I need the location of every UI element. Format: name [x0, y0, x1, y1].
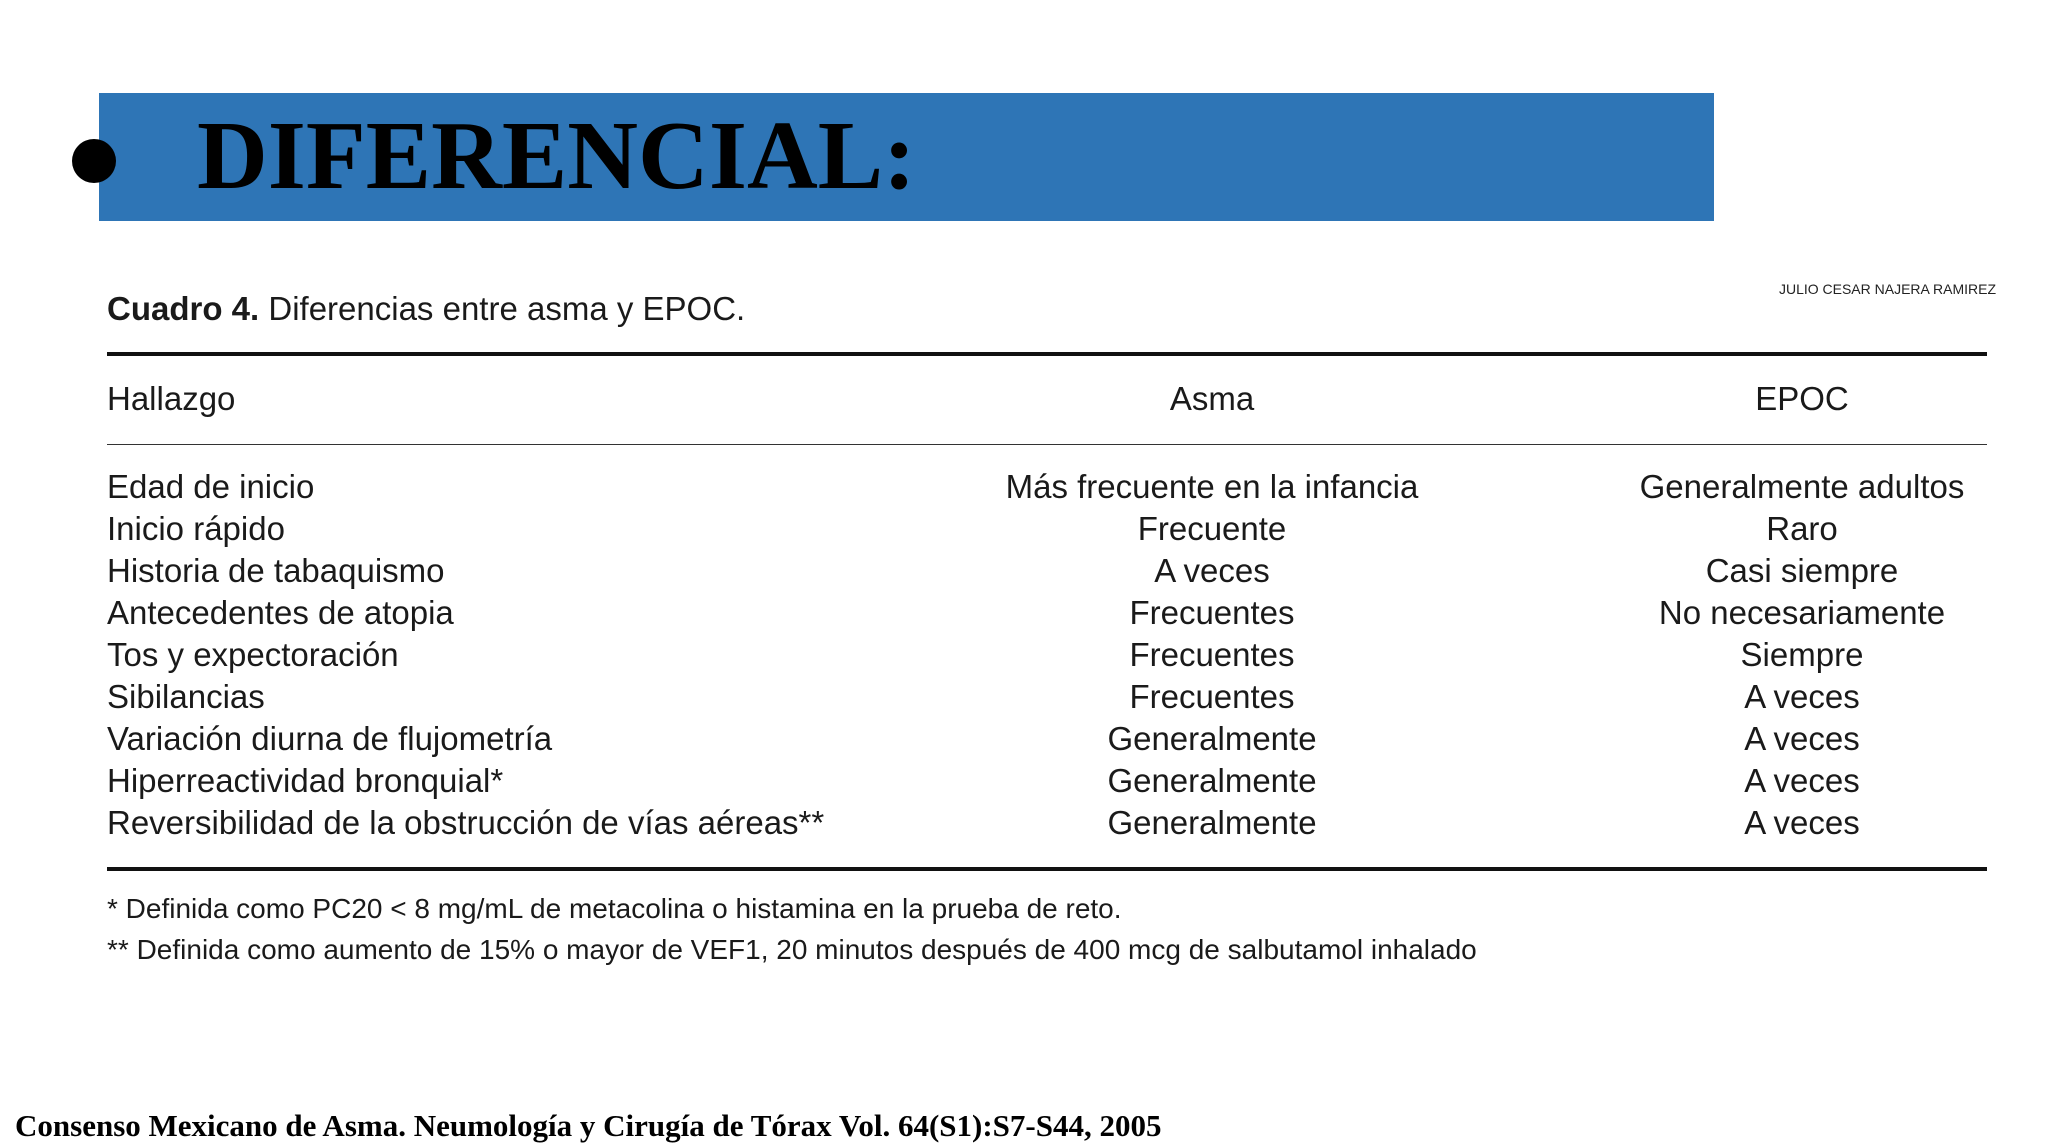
row-finding: Inicio rápido — [107, 510, 285, 547]
row-finding: Hiperreactividad bronquial* — [107, 762, 504, 799]
row-epoc-value: A veces — [1744, 762, 1860, 799]
table-bottom-rule — [107, 867, 1987, 871]
row-epoc-value: A veces — [1744, 720, 1860, 757]
table-caption — [107, 290, 745, 328]
row-asma-value: Más frecuente en la infancia — [1005, 468, 1419, 505]
row-asma-value: Frecuentes — [1129, 636, 1295, 673]
header-epoc: EPOC — [1755, 380, 1849, 417]
row-epoc-value: Casi siempre — [1705, 552, 1899, 589]
row-finding: Antecedentes de atopia — [107, 594, 454, 631]
header-asma: Asma — [1169, 380, 1255, 417]
row-asma-value: Generalmente — [1107, 720, 1317, 757]
row-finding: Edad de inicio — [107, 468, 315, 505]
row-asma-value: Frecuente — [1137, 510, 1287, 547]
table-row — [107, 634, 1987, 676]
row-epoc-value: A veces — [1744, 804, 1860, 841]
row-asma-value: Generalmente — [1107, 804, 1317, 841]
table-row — [107, 676, 1987, 718]
row-finding: Variación diurna de flujometría — [107, 720, 553, 757]
table-header-row — [107, 378, 1987, 420]
table-caption-text: Diferencias entre asma y EPOC. — [259, 290, 746, 327]
row-epoc-value: Siempre — [1740, 636, 1864, 673]
table-top-rule — [107, 352, 1987, 356]
author-name: JULIO CESAR NAJERA RAMIREZ — [1778, 281, 1996, 297]
table-row — [107, 466, 1987, 508]
table-row — [107, 550, 1987, 592]
bullet-icon — [72, 139, 116, 183]
table-row — [107, 592, 1987, 634]
row-asma-value: Frecuentes — [1129, 594, 1295, 631]
footnote-double-asterisk: ** Definida como aumento de 15% o mayor de VEF1, 20 minutos después de 400 mcg de salbutamol inhalado — [107, 934, 1477, 965]
row-epoc-value: A veces — [1744, 678, 1860, 715]
row-epoc-value: No necesariamente — [1658, 594, 1946, 631]
header-hallazgo: Hallazgo — [107, 380, 236, 417]
row-finding: Historia de tabaquismo — [107, 552, 445, 589]
footnote-single-asterisk: * Definida como PC20 < 8 mg/mL de metacolina o histamina en la prueba de reto. — [107, 893, 1122, 924]
row-asma-value: A veces — [1154, 552, 1270, 589]
row-finding: Sibilancias — [107, 678, 265, 715]
slide-title: DIFERENCIAL: — [197, 102, 916, 210]
row-epoc-value: Raro — [1766, 510, 1838, 547]
table-header-rule — [107, 444, 1987, 445]
table-row — [107, 760, 1987, 802]
table-row — [107, 802, 1987, 844]
table-row — [107, 718, 1987, 760]
source-reference: Consenso Mexicano de Asma. Neumología y Cirugía de Tórax Vol. 64(S1):S7-S44, 2005 — [15, 1108, 1162, 1143]
row-finding: Tos y expectoración — [107, 636, 399, 673]
row-epoc-value: Generalmente adultos — [1639, 468, 1965, 505]
table-caption-number: Cuadro 4. — [107, 290, 260, 327]
table-row — [107, 508, 1987, 550]
row-asma-value: Frecuentes — [1129, 678, 1295, 715]
row-finding: Reversibilidad de la obstrucción de vías aéreas** — [107, 804, 825, 841]
row-asma-value: Generalmente — [1107, 762, 1317, 799]
